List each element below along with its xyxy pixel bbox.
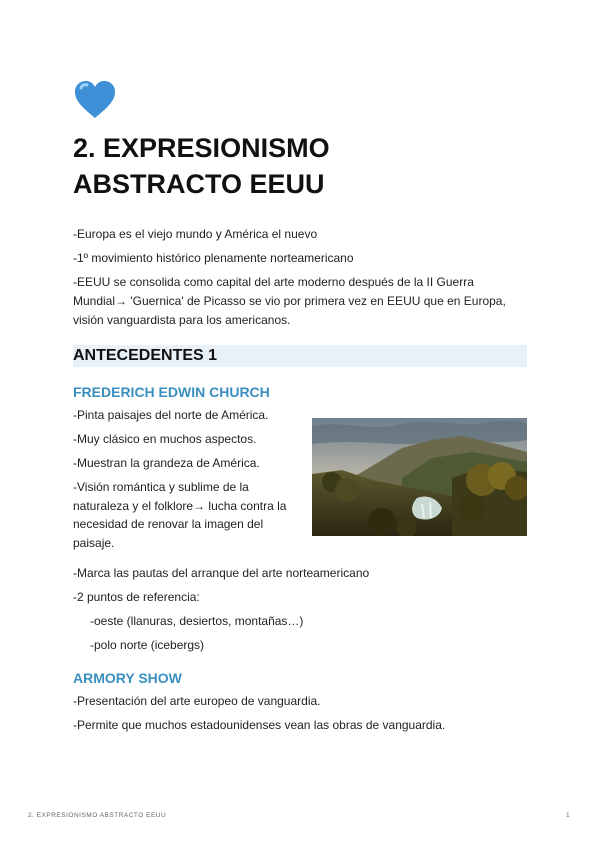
armory-bullet-2: -Permite que muchos estadounidenses vean las obras de vanguardia. [73, 718, 446, 732]
church-ref-2: -polo norte (icebergs) [90, 638, 205, 652]
intro-line-2: -1º movimiento histórico plenamente norteamericano [73, 251, 354, 265]
title-line-1: 2. EXPRESIONISMO [73, 133, 330, 163]
landscape-painting-image [312, 418, 527, 536]
footer-label: 2. EXPRESIONISMO ABSTRACTO EEUU [28, 812, 167, 819]
church-romantic-1: -Visión romántica y sublime de la [73, 480, 249, 494]
intro-line-4: Mundial→ 'Guernica' de Picasso se vio por primera vez en EEUU que en Europa, [73, 294, 506, 308]
intro-line-1: -Europa es el viejo mundo y América el nuevo [73, 227, 318, 241]
church-romantic-4: paisaje. [73, 536, 115, 550]
armory-heading: ARMORY SHOW [73, 670, 182, 686]
church-bullet-3: -Muestran la grandeza de América. [73, 456, 260, 470]
intro-line-3: -EEUU se consolida como capital del arte moderno después de la II Guerra [73, 275, 474, 289]
section-heading: ANTECEDENTES 1 [73, 347, 218, 364]
page-title [73, 130, 533, 202]
church-romantic-3: necesidad de renovar la imagen del [73, 517, 264, 531]
title-line-2: ABSTRACTO EEUU [73, 169, 325, 199]
blue-heart-icon [73, 80, 117, 120]
church-more-1: -Marca las pautas del arranque del arte norteamericano [73, 566, 370, 580]
intro-line-5: visión vanguardista para los americanos. [73, 313, 291, 327]
page-number: 1 [566, 812, 571, 819]
church-romantic-2: naturaleza y el folklore→ lucha contra la [73, 499, 287, 513]
church-more-2: -2 puntos de referencia: [73, 590, 200, 604]
church-bullet-2: -Muy clásico en muchos aspectos. [73, 432, 257, 446]
church-heading: FREDERICH EDWIN CHURCH [73, 384, 270, 400]
church-ref-1: -oeste (llanuras, desiertos, montañas…) [90, 614, 304, 628]
church-bullet-1: -Pinta paisajes del norte de América. [73, 408, 269, 422]
armory-bullet-1: -Presentación del arte europeo de vanguardia. [73, 694, 321, 708]
